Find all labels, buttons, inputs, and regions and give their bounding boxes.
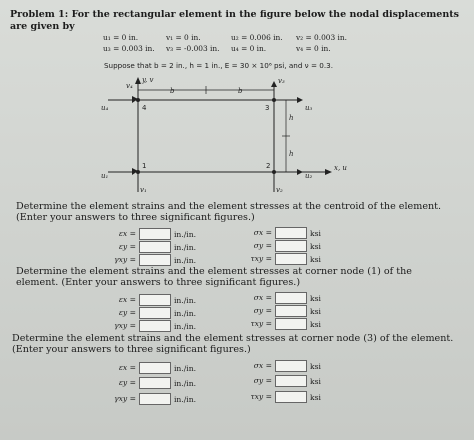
question-node-1 <box>16 266 456 288</box>
v2-label: v₂ <box>276 186 283 194</box>
stress-row-txy-1 <box>246 253 321 265</box>
node-4-dot <box>136 98 140 102</box>
given-values: Suppose that b = 2 in., h = 1 in., E = 30 × 10⁶ psi, and ν = 0.3. <box>104 61 333 70</box>
sigma-x-label: σx = <box>253 228 272 237</box>
axis-x-label: x, u <box>334 164 347 172</box>
epsilon-y-label: εy = <box>118 308 136 317</box>
dim-b-label-1: b <box>170 87 175 95</box>
u2-label: u₂ <box>305 172 313 180</box>
epsilon-x-unit: in./in. <box>174 295 197 305</box>
axis-y-label: y, v <box>142 76 154 84</box>
epsilon-x-input[interactable] <box>139 294 171 306</box>
y-axis-arrowhead <box>135 77 141 84</box>
disp-v3: v₃ = -0.003 in. <box>166 44 220 53</box>
sigma-y-unit: ksi <box>310 376 321 386</box>
sigma-y-input[interactable] <box>275 375 307 387</box>
stress-row-sy-2 <box>246 305 321 317</box>
disp-u3: u₃ = 0.003 in. <box>103 44 155 53</box>
sigma-y-label: σy = <box>253 306 272 315</box>
gamma-xy-label: γxy = <box>114 394 136 403</box>
epsilon-x-unit: in./in. <box>174 363 197 373</box>
disp-u2: u₂ = 0.006 in. <box>231 33 283 42</box>
gamma-xy-input[interactable] <box>139 320 171 332</box>
node-3-dot <box>272 98 276 102</box>
disp-v1: v₁ = 0 in. <box>166 33 201 42</box>
u4-label: u₄ <box>101 104 109 112</box>
strain-row-ex-3 <box>110 362 196 374</box>
v4-label: v₄ <box>126 82 133 90</box>
dim-h-label-2: h <box>289 150 294 158</box>
epsilon-x-label: εx = <box>118 295 136 304</box>
disp-u4: u₄ = 0 in. <box>231 44 267 53</box>
v3-label: v₃ <box>278 77 285 85</box>
u3-label: u₃ <box>305 104 313 112</box>
sigma-x-unit: ksi <box>310 361 321 371</box>
u1-label: u₁ <box>101 172 109 180</box>
epsilon-y-label: εy = <box>118 242 136 251</box>
tau-xy-label: τxy = <box>250 392 272 401</box>
question-centroid-text: Determine the element strains and the element stresses at the centroid of the element. (Enter your answers to three significant figures.) <box>16 201 442 223</box>
epsilon-y-unit: in./in. <box>174 378 197 388</box>
disp-v4: v₄ = 0 in. <box>296 44 331 53</box>
question-node-3 <box>12 333 457 355</box>
tau-xy-input[interactable] <box>275 391 307 403</box>
sigma-x-input[interactable] <box>275 360 307 372</box>
strain-row-gxy-3 <box>110 393 196 405</box>
sigma-x-unit: ksi <box>310 228 321 238</box>
question-node-1-text: Determine the element strains and the element stresses at corner node (1) of the element. (Enter your answers to three significant figures.) <box>16 266 412 288</box>
gamma-xy-unit: in./in. <box>174 321 197 331</box>
sigma-y-input[interactable] <box>275 240 307 252</box>
stress-row-sy-1 <box>246 240 321 252</box>
question-node-3-text: Determine the element strains and the element stresses at corner node (3) of the element. (Enter your answers to three significant figures.) <box>12 333 454 355</box>
epsilon-y-input[interactable] <box>139 377 171 389</box>
element-outline <box>138 100 274 172</box>
sigma-y-unit: ksi <box>310 241 321 251</box>
tau-xy-input[interactable] <box>275 318 307 330</box>
epsilon-x-input[interactable] <box>139 228 171 240</box>
element-figure <box>98 74 358 198</box>
epsilon-y-input[interactable] <box>139 241 171 253</box>
stress-row-txy-2 <box>246 318 321 330</box>
sigma-x-input[interactable] <box>275 292 307 304</box>
strain-row-gxy-1 <box>110 254 196 266</box>
stress-row-sx-2 <box>246 292 321 304</box>
epsilon-x-label: εx = <box>118 363 136 372</box>
node-1-label: 1 <box>142 162 147 170</box>
gamma-xy-label: γxy = <box>114 255 136 264</box>
sigma-x-unit: ksi <box>310 293 321 303</box>
tau-xy-unit: ksi <box>310 392 321 402</box>
node-4-label: 4 <box>142 104 147 112</box>
epsilon-y-label: εy = <box>118 378 136 387</box>
node-2-label: 2 <box>266 162 271 170</box>
problem-title: Problem 1: For the rectangular element in the figure below the nodal displacements are given by <box>10 9 459 32</box>
strain-row-ey-3 <box>110 377 196 389</box>
stress-row-txy-3 <box>246 391 321 403</box>
strain-row-gxy-2 <box>110 320 196 332</box>
epsilon-x-label: εx = <box>118 229 136 238</box>
tau-xy-label: τxy = <box>250 254 272 263</box>
sigma-y-unit: ksi <box>310 306 321 316</box>
epsilon-y-unit: in./in. <box>174 242 197 252</box>
strain-row-ey-1 <box>110 241 196 253</box>
stress-row-sx-3 <box>246 360 321 372</box>
dim-h-label-1: h <box>289 114 294 122</box>
dim-b-label-2: b <box>238 87 243 95</box>
node-2-dot <box>272 170 276 174</box>
sigma-y-input[interactable] <box>275 305 307 317</box>
sigma-x-label: σx = <box>253 361 272 370</box>
epsilon-x-unit: in./in. <box>174 229 197 239</box>
gamma-xy-input[interactable] <box>139 393 171 405</box>
tau-xy-unit: ksi <box>310 254 321 264</box>
x-axis-arrowhead <box>325 169 332 175</box>
v1-label: v₁ <box>140 186 147 194</box>
epsilon-y-input[interactable] <box>139 307 171 319</box>
sigma-x-label: σx = <box>253 293 272 302</box>
strain-row-ex-1 <box>110 228 196 240</box>
question-centroid <box>16 201 456 223</box>
tau-xy-input[interactable] <box>275 253 307 265</box>
gamma-xy-unit: in./in. <box>174 394 197 404</box>
epsilon-x-input[interactable] <box>139 362 171 374</box>
stress-row-sx-1 <box>246 227 321 239</box>
sigma-y-label: σy = <box>253 376 272 385</box>
sigma-x-input[interactable] <box>275 227 307 239</box>
strain-row-ex-2 <box>110 294 196 306</box>
sigma-y-label: σy = <box>253 241 272 250</box>
disp-v2: v₂ = 0.003 in. <box>296 33 348 42</box>
tau-xy-unit: ksi <box>310 319 321 329</box>
node-3-label: 3 <box>265 104 270 112</box>
node-1-dot <box>136 170 140 174</box>
tau-xy-label: τxy = <box>250 319 272 328</box>
disp-u1: u₁ = 0 in. <box>103 33 139 42</box>
gamma-xy-unit: in./in. <box>174 255 197 265</box>
epsilon-y-unit: in./in. <box>174 308 197 318</box>
strain-row-ey-2 <box>110 307 196 319</box>
gamma-xy-label: γxy = <box>114 321 136 330</box>
gamma-xy-input[interactable] <box>139 254 171 266</box>
stress-row-sy-3 <box>246 375 321 387</box>
